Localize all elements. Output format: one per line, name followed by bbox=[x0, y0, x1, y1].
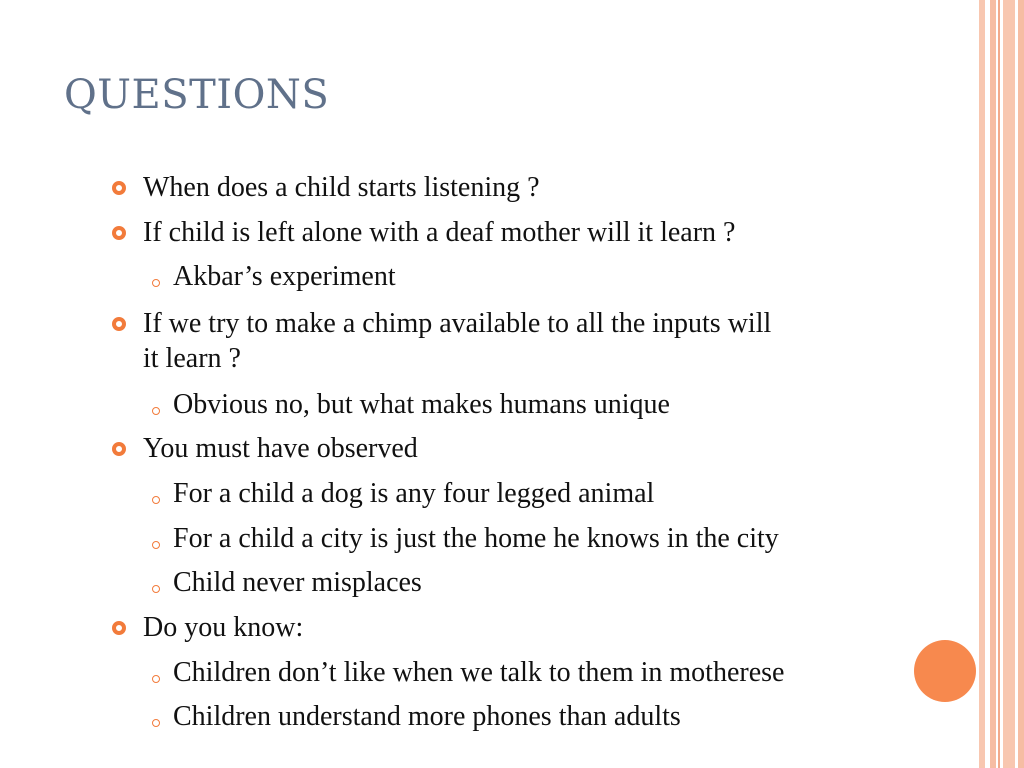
sub-bullet-icon bbox=[152, 585, 160, 593]
list-item: You must have observed bbox=[143, 433, 418, 464]
bullet-icon bbox=[112, 181, 126, 195]
list-item: If we try to make a chimp available to all the inputs will bbox=[143, 308, 772, 339]
list-item: Child never misplaces bbox=[173, 567, 422, 598]
list-item: For a child a city is just the home he knows in the city bbox=[173, 523, 779, 554]
sub-bullet-icon bbox=[152, 541, 160, 549]
bullet-icon bbox=[112, 442, 126, 456]
sub-bullet-icon bbox=[152, 675, 160, 683]
sub-bullet-icon bbox=[152, 407, 160, 415]
bullet-icon bbox=[112, 317, 126, 331]
list-item-continuation: it learn ? bbox=[143, 343, 241, 374]
list-item: For a child a dog is any four legged animal bbox=[173, 478, 655, 509]
sub-bullet-icon bbox=[152, 719, 160, 727]
list-item: Children understand more phones than adults bbox=[173, 701, 681, 732]
sub-bullet-icon bbox=[152, 496, 160, 504]
list-item: When does a child starts listening ? bbox=[143, 172, 540, 203]
list-item: Do you know: bbox=[143, 612, 304, 643]
sub-bullet-icon bbox=[152, 279, 160, 287]
bullet-icon bbox=[112, 621, 126, 635]
bullet-icon bbox=[112, 226, 126, 240]
list-item: Obvious no, but what makes humans unique bbox=[173, 389, 670, 420]
list-item: Children don’t like when we talk to them in motherese bbox=[173, 657, 785, 688]
slide-title: QUESTIONS bbox=[64, 72, 330, 118]
laser-pointer-dot bbox=[914, 640, 976, 702]
list-item: Akbar’s experiment bbox=[173, 261, 396, 292]
list-item: If child is left alone with a deaf mother will it learn ? bbox=[143, 217, 736, 248]
